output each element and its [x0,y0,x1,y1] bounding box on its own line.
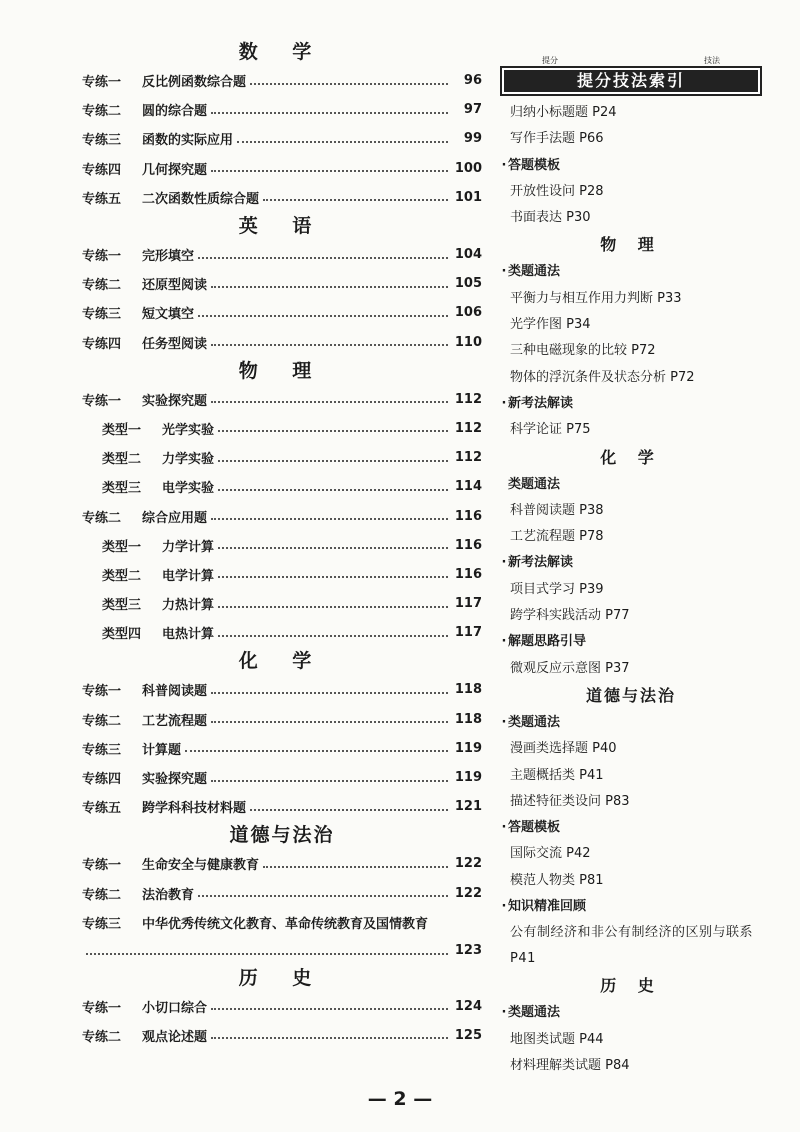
toc-title: 函数的实际应用 [142,133,234,149]
toc-page: 118 [454,711,482,727]
index-item[interactable]: 主题概括类 P41 [510,767,604,783]
toc-row[interactable] [82,531,482,560]
bullet-icon: · [501,264,507,280]
leader-dots [211,1037,448,1039]
toc-title: 完形填空 [142,249,195,265]
leader-dots [218,635,448,637]
toc-row[interactable] [82,792,482,821]
toc-page: 116 [454,508,482,524]
leader-dots [211,518,448,520]
toc-title: 观点论述题 [142,1029,208,1045]
bullet-icon: · [501,820,507,836]
leader-dots [218,489,448,491]
bullet-icon: · [501,157,507,173]
toc-title: 力学计算 [162,539,215,555]
toc-page: 112 [454,450,482,466]
toc-row[interactable] [82,992,482,1021]
toc-label: 类型二 [102,568,142,584]
leader-dots [198,315,448,317]
category-label: 答题模板 [508,820,561,836]
toc-row[interactable] [82,501,482,530]
leader-dots [218,430,448,432]
toc-title: 科普阅读题 [142,684,208,700]
toc-page: 112 [454,420,482,436]
index-category [500,391,762,417]
toc-title: 实验探究题 [142,772,208,788]
index-category [500,1000,762,1026]
leader-dots [211,780,448,782]
index-item[interactable]: 三种电磁现象的比较 P72 [510,343,656,359]
toc-page: 121 [454,799,482,815]
toc-page: 96 [463,73,482,89]
index-item[interactable]: 公有制经济和非公有制经济的区别与联系 P41 [510,925,754,967]
toc-title: 任务型阅读 [142,336,208,352]
toc-row[interactable] [82,95,482,124]
leader-dots [211,1008,448,1010]
toc-label: 专练四 [82,162,122,178]
toc-label: 专练四 [82,772,122,788]
index-category [500,629,762,655]
toc-page: 105 [454,276,482,292]
toc-title: 力学实验 [162,452,215,468]
toc-row[interactable] [82,385,482,414]
leader-dots [237,141,448,143]
category-label: 解题思路引导 [508,634,587,650]
toc-label: 专练三 [82,917,122,933]
toc-label: 类型三 [102,598,142,614]
index-item[interactable]: 跨学科实践活动 P77 [510,608,630,624]
section-title-math: 数 学 [238,41,326,63]
index-item[interactable]: 漫画类选择题 P40 [510,741,617,757]
bullet-icon: · [501,555,507,571]
leader-dots [198,895,448,897]
toc-label: 专练五 [82,801,122,817]
index-item[interactable]: 书面表达 P30 [510,210,591,226]
index-category [500,259,762,285]
toc-title: 短文填空 [142,307,195,323]
toc-label: 专练二 [82,887,122,903]
toc-row[interactable] [82,124,482,153]
category-label: 类题通法 [508,264,561,280]
bullet-icon: · [501,899,507,915]
category-label: 新考法解读 [508,395,574,411]
category-label: 答题模板 [508,157,561,173]
toc-page: 106 [454,305,482,321]
index-item[interactable]: 地图类试题 P44 [510,1031,604,1047]
section-title-english: 英 语 [238,214,326,237]
toc-row[interactable] [82,734,482,763]
index-category [500,550,762,576]
leader-dots [211,112,448,114]
bullet-icon: · [501,1005,507,1021]
toc-title: 二次函数性质综合题 [142,191,260,207]
category-label: 类题通法 [508,476,561,492]
toc-row[interactable] [82,560,482,589]
toc-label: 专练一 [82,858,122,874]
toc-label: 专练二 [82,1029,122,1045]
toc-page: 101 [454,189,482,205]
toc-title: 电学实验 [162,481,215,497]
bullet-icon: · [501,634,507,650]
toc-label: 专练二 [82,713,122,729]
toc-row[interactable] [82,908,482,938]
leader-dots [263,866,448,868]
toc-title: 中华优秀传统文化教育、革命传统教育及国情教育 [142,917,429,933]
section-title-history: 历 史 [238,966,326,989]
section-title-morality-law: 道德与法治 [229,824,335,847]
toc-label: 专练一 [82,1000,122,1016]
leader-dots [86,953,448,955]
toc-page: 104 [454,247,482,263]
index-item[interactable]: 开放性设问 P28 [510,183,604,199]
toc-title: 实验探究题 [142,393,208,409]
technique-index-column [500,56,762,1079]
leader-dots [250,83,448,85]
toc-row[interactable] [82,763,482,792]
leader-dots [250,809,448,811]
banner-tag-left: 提分 [542,56,558,65]
toc-page: 116 [454,566,482,582]
leader-dots [211,692,448,694]
toc-row[interactable] [82,414,482,443]
leader-dots [185,750,448,752]
category-label: 类题通法 [508,1005,561,1021]
toc-label: 类型三 [102,481,142,497]
toc-title: 电学计算 [162,568,215,584]
index-item[interactable]: 微观反应示意图 P37 [510,660,630,676]
index-item[interactable]: 工艺流程题 P78 [510,529,604,545]
toc-page: 117 [454,625,482,641]
toc-title: 电热计算 [162,627,215,643]
leader-dots [218,606,448,608]
index-category [500,472,762,498]
toc-page: 122 [454,856,482,872]
toc-page: 119 [454,770,482,786]
index-item[interactable]: 光学作图 P34 [510,317,591,333]
toc-row[interactable] [82,618,482,647]
index-item[interactable]: 模范人物类 P81 [510,872,604,888]
toc-page: 99 [463,131,482,147]
toc-page: 122 [454,885,482,901]
toc-label: 专练三 [82,742,122,758]
toc-label: 专练三 [82,133,122,149]
toc-page: 118 [454,682,482,698]
index-item[interactable]: 科学论证 P75 [510,422,591,438]
toc-title: 还原型阅读 [142,278,208,294]
toc-page: 117 [454,596,482,612]
toc-page: 124 [454,998,482,1014]
toc-row[interactable] [82,298,482,327]
category-label: 新考法解读 [508,555,574,571]
toc-label: 专练二 [82,510,122,526]
toc-page: 116 [454,537,482,553]
toc-title: 反比例函数综合题 [142,75,247,91]
toc-page: 119 [454,740,482,756]
toc-title: 综合应用题 [142,510,208,526]
toc-label: 类型二 [102,452,142,468]
index-item[interactable]: 国际交流 P42 [510,846,591,862]
leader-dots [218,460,448,462]
index-category [500,815,762,841]
toc-row[interactable] [82,183,482,212]
toc-label: 专练四 [82,336,122,352]
toc-row[interactable] [82,154,482,183]
index-subject-physics: 物 理 [600,235,662,255]
banner-tag-right: 技法 [704,56,720,65]
index-item[interactable]: 归纳小标题题 P24 [510,105,617,120]
toc-label: 专练一 [82,75,122,91]
index-item[interactable]: 平衡力与相互作用力判断 P33 [510,290,682,306]
toc-label: 专练二 [82,104,122,120]
toc-row[interactable] [82,849,482,878]
toc-row[interactable] [82,675,482,704]
toc-title: 工艺流程题 [142,713,208,729]
toc-title: 小切口综合 [142,1000,208,1016]
toc-page: 114 [454,479,482,495]
toc-row[interactable] [82,1021,482,1050]
index-item[interactable]: 写作手法题 P66 [510,131,604,147]
toc-row[interactable] [82,443,482,472]
leader-dots [218,576,448,578]
toc-label: 专练五 [82,191,122,207]
toc-label: 类型一 [102,422,142,438]
toc-row[interactable] [82,472,482,501]
index-item[interactable]: 材料理解类试题 P84 [510,1057,630,1073]
toc-row[interactable] [82,269,482,298]
toc-label: 专练一 [82,684,122,700]
toc-row[interactable] [82,705,482,734]
category-label: 类题通法 [508,714,561,730]
leader-dots [211,344,448,346]
toc-label: 专练一 [82,249,122,265]
toc-page: 112 [454,391,482,407]
leader-dots [218,547,448,549]
toc-row[interactable] [82,66,482,95]
index-item[interactable]: 描述特征类设问 P83 [510,793,630,809]
toc-left-column [82,38,482,1050]
index-subject-history: 历 史 [600,976,662,996]
toc-page: 110 [454,334,482,350]
leader-dots [211,170,448,172]
toc-title: 圆的综合题 [142,104,208,120]
toc-title: 光学实验 [162,422,215,438]
toc-title: 生命安全与健康教育 [142,858,260,874]
toc-row[interactable] [82,328,482,357]
toc-row[interactable] [82,589,482,618]
toc-page: 123 [454,943,482,959]
toc-title: 计算题 [142,742,182,758]
toc-page: 100 [454,160,482,176]
category-label: 知识精准回顾 [508,899,587,915]
section-title-physics: 物 理 [238,359,326,382]
leader-dots [211,286,448,288]
toc-title: 几何探究题 [142,162,208,178]
index-item[interactable]: 科普阅读题 P38 [510,502,604,518]
section-title-chemistry: 化 学 [238,650,326,673]
toc-label: 类型四 [102,627,142,643]
index-subject-morality-law: 道德与法治 [585,685,676,705]
leader-dots [263,199,448,201]
toc-page: 97 [463,102,482,118]
index-category [500,710,762,736]
page-number: — 2 — [367,1088,433,1110]
bullet-icon: · [501,395,507,411]
toc-label: 类型一 [102,539,142,555]
index-banner [500,56,762,96]
index-category [500,894,762,920]
toc-row[interactable] [82,240,482,269]
toc-row-continuation[interactable] [82,938,482,964]
leader-dots [211,401,448,403]
toc-label: 专练一 [82,393,122,409]
toc-label: 专练二 [82,278,122,294]
toc-row[interactable] [82,879,482,908]
toc-title: 法治教育 [142,887,195,903]
toc-title: 跨学科科技材料题 [142,801,247,817]
banner-title: 提分技法索引 [576,71,685,90]
leader-dots [211,721,448,723]
index-category [500,153,762,179]
index-item[interactable]: 物体的浮沉条件及状态分析 P72 [510,369,695,385]
toc-label: 专练三 [82,307,122,323]
bullet-icon: · [501,714,507,730]
index-item[interactable]: 项目式学习 P39 [510,581,604,597]
index-subject-chemistry: 化 学 [600,447,662,467]
toc-title: 力热计算 [162,598,215,614]
leader-dots [198,257,448,259]
toc-page: 125 [454,1027,482,1043]
